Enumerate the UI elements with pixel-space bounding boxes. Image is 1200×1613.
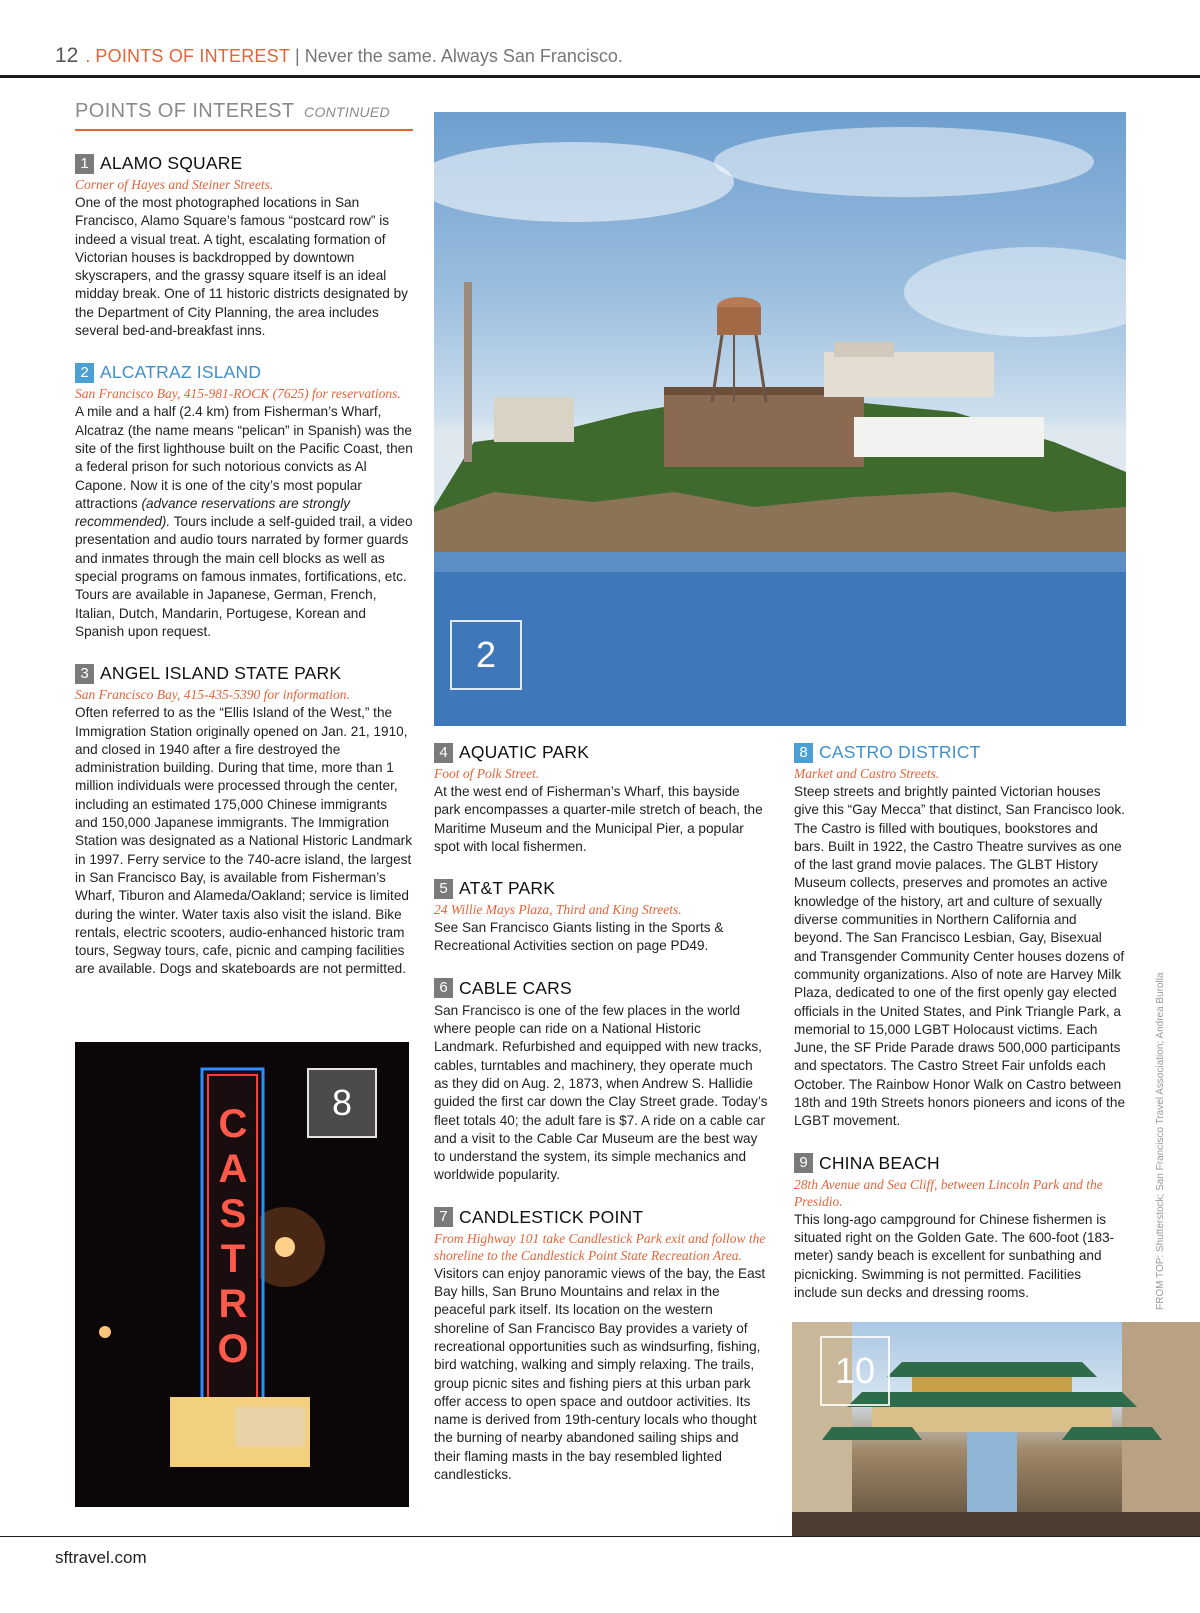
alcatraz-photo <box>434 112 1126 726</box>
entry-att-park <box>434 878 768 956</box>
entry-angel-island <box>75 663 413 978</box>
entry-number: 8 <box>794 743 813 763</box>
entry-address: San Francisco Bay, 415-981-ROCK (7625) for reservations. <box>75 386 401 402</box>
entry-number: 4 <box>434 743 453 763</box>
entry-name: ALAMO SQUARE <box>100 153 243 173</box>
section-title <box>75 100 413 131</box>
entry-address: Corner of Hayes and Steiner Streets. <box>75 177 274 192</box>
entry-china-beach <box>794 1153 1126 1302</box>
header-rule <box>0 75 1200 78</box>
entry-body <box>75 403 413 641</box>
entry-address: San Francisco Bay, 415-435-5390 for information. <box>75 687 350 703</box>
entry-body-part: A mile and a half (2.4 km) from Fisherman’s Wharf, Alcatraz (the name means “pelican” in Spanish) was the site of the first lighthouse built on the Pacific Coast, then a federal prison for such notorious convicts as Al Capone. Now it is one of the city’s most popular attractions <box>75 404 413 511</box>
right-column <box>794 742 1126 1302</box>
alcatraz-illustration <box>434 112 1126 726</box>
header-tagline: Never the same. Always San Francisco. <box>304 46 623 66</box>
page-number: 12 <box>55 44 79 67</box>
entry-number: 3 <box>75 664 94 684</box>
entry-castro-district <box>794 742 1126 1131</box>
entry-name: ANGEL ISLAND STATE PARK <box>100 663 342 684</box>
header-separator: | <box>295 46 300 66</box>
entry-body: Visitors can enjoy panoramic views of the bay, the East Bay hills, San Bruno Mountains and relax in the peaceful park itself. Its location on the western shoreline of San Francisco Bay provides a variety of recreational opportunities such as windsurfing, fishing, bird watching, walking and simply relaxing. The trails, group picnic sites and fishing piers at this urban park offer access to open space and outdoor activities. Its name is derived from 19th-century locals who thought the burning of nearby abandoned sailing ships and their flaming masts in the bay resembled lighted candlesticks. <box>434 1265 766 1483</box>
entry-body-emphasis: (advance reservations are strongly recommended). <box>75 495 351 530</box>
page-header <box>55 44 623 72</box>
entry-candlestick-point <box>434 1207 768 1485</box>
section-title-continued: CONTINUED <box>304 104 390 120</box>
entry-body: Steep streets and brightly painted Victorian houses give this “Gay Mecca” that distinct, San Francisco look. The Castro is filled with boutiques, bookstores and bars. Built in 1922, the Castro Theatre survives as one of the last grand movie palaces. The GLBT History Museum collects, preserves and promotes an active knowledge of the history, art and culture of sexually diverse communities in Northern California and beyond. The San Francisco Lesbian, Gay, Bisexual and Transgender Community Center houses dozens of community organizations. Also of note are Harvey Milk Plaza, dedicated to one of the first openly gay elected officials in the United States, and Pink Triangle Park, a memorial to 15,000 LGBT Holocaust victims. Each June, the SF Pride Parade draws 500,000 participants and spectators. The Castro Street Fair unfolds each October. The Rainbow Honor Walk on Castro between 18th and 19th Streets honors pioneers and icons of the LGBT movement. <box>794 784 1126 1129</box>
middle-column <box>434 742 768 1484</box>
footer-rule <box>0 1536 1200 1537</box>
castro-sign-letters: CASTRO <box>217 1102 249 1371</box>
entry-body: At the west end of Fisherman’s Wharf, this bayside park encompasses a quarter-mile stretch of beach, the Maritime Museum and the Municipal Pier, a popular spot with local fishermen. <box>434 784 763 854</box>
entry-name: CANDLESTICK POINT <box>459 1206 644 1227</box>
entry-body: One of the most photographed locations in San Francisco, Alamo Square’s famous “postcard row” is indeed a visual treat. A tight, escalating formation of Victorian houses is backdropped by downtown skyscrapers, and the grassy square itself is an ideal midday break. One of 11 historic districts designated by the Department of City Planning, the area includes several bed-and-breakfast inns. <box>75 195 408 339</box>
entry-body: See San Francisco Giants listing in the Sports & Recreational Activities section on page PD49. <box>434 920 724 954</box>
castro-theatre-photo <box>75 1042 409 1507</box>
entry-alcatraz-island <box>75 362 413 641</box>
photo-label-2: 2 <box>450 620 522 690</box>
entry-address: From Highway 101 take Candlestick Park exit and follow the shoreline to the Candlestick Point State Recreation Area. <box>434 1230 766 1263</box>
entry-cable-cars <box>434 978 768 1185</box>
entry-body-part: Tours include a self-guided trail, a video presentation and audio tours narrated by former guards and inmates through the main cell blocks as well as special programs on famous inmates, fortifications, etc. Tours are available in Japanese, German, French, Italian, Dutch, Mandarin, Portugese, Korean and Spanish upon request. <box>75 514 413 639</box>
entry-name: CHINA BEACH <box>819 1152 940 1173</box>
photo-label-10: 10 <box>820 1336 890 1406</box>
header-dot: . <box>85 46 91 66</box>
entry-number: 5 <box>434 879 453 899</box>
entry-number: 1 <box>75 154 94 174</box>
entry-body: San Francisco is one of the few places in the world where people can ride on a National Historic Landmark. Refurbished and equipped with new tracks, cables, turntables and machinery, they operate much as they did on Aug. 2, 1873, when Andrew S. Hallidie guided the first car down the Clay Street grade. Today’s fleet totals 40; the adult fare is $7. A ride on a cable car and a visit to the Cable Car Museum are the best way to understand the system, its simple mechanics and worldwide popularity. <box>434 1002 768 1183</box>
entry-name: CASTRO DISTRICT <box>819 742 981 762</box>
chinatown-gate-photo <box>792 1322 1200 1537</box>
entry-name: ALCATRAZ ISLAND <box>100 362 262 383</box>
section-title-main: POINTS OF INTEREST <box>75 100 295 122</box>
entry-address: 28th Avenue and Sea Cliff, between Lincoln Park and the Presidio. <box>794 1176 1103 1209</box>
photo-credit: FROM TOP: Shutterstock; San Francisco Travel Association; Andrea Burolla <box>1155 972 1166 1310</box>
left-column <box>75 100 413 979</box>
photo-label-8: 8 <box>307 1068 377 1138</box>
entry-number: 7 <box>434 1207 453 1227</box>
entry-name: AQUATIC PARK <box>459 742 590 762</box>
entry-number: 2 <box>75 363 94 383</box>
entry-aquatic-park <box>434 742 768 856</box>
entry-number: 9 <box>794 1153 813 1173</box>
entry-name: CABLE CARS <box>459 977 572 998</box>
footer-site-link[interactable]: sftravel.com <box>55 1548 147 1567</box>
entry-address: Market and Castro Streets. <box>794 766 940 781</box>
entry-body: Often referred to as the “Ellis Island of the West,” the Immigration Station originally opened on Jan. 21, 1910, and closed in 1940 after a fire destroyed the administration building. During that time, more than 1 million individuals were processed through the center, including an estimated 175,000 Chinese immigrants and 150,000 Japanese immigrants. The Immigration Station was designated as a National Historic Landmark in 1997. Ferry service to the 740-acre island, the largest in San Francisco Bay, is available from Fisherman’s Wharf, Tiburon and Alameda/Oakland; service is limited during the winter. Water taxis also visit the island. Bike rentals, electric scooters, audio-enhanced historic tram tours, Segway tours, cafe, picnic and camping facilities are available. Dogs and skateboards are not permitted. <box>75 705 413 977</box>
entry-alamo-square <box>75 153 413 340</box>
entry-number: 6 <box>434 978 453 998</box>
entry-address: 24 Willie Mays Plaza, Third and King Streets. <box>434 902 682 918</box>
entry-address: Foot of Polk Street. <box>434 766 540 781</box>
entry-name: AT&T PARK <box>459 878 556 899</box>
header-section: POINTS OF INTEREST <box>95 46 291 66</box>
entry-body: This long-ago campground for Chinese fishermen is situated right on the Golden Gate. The 600-foot (183-meter) sandy beach is excellent for sunbathing and picnicking. Swimming is not permitted. Facilities include sun decks and dressing rooms. <box>794 1211 1115 1300</box>
